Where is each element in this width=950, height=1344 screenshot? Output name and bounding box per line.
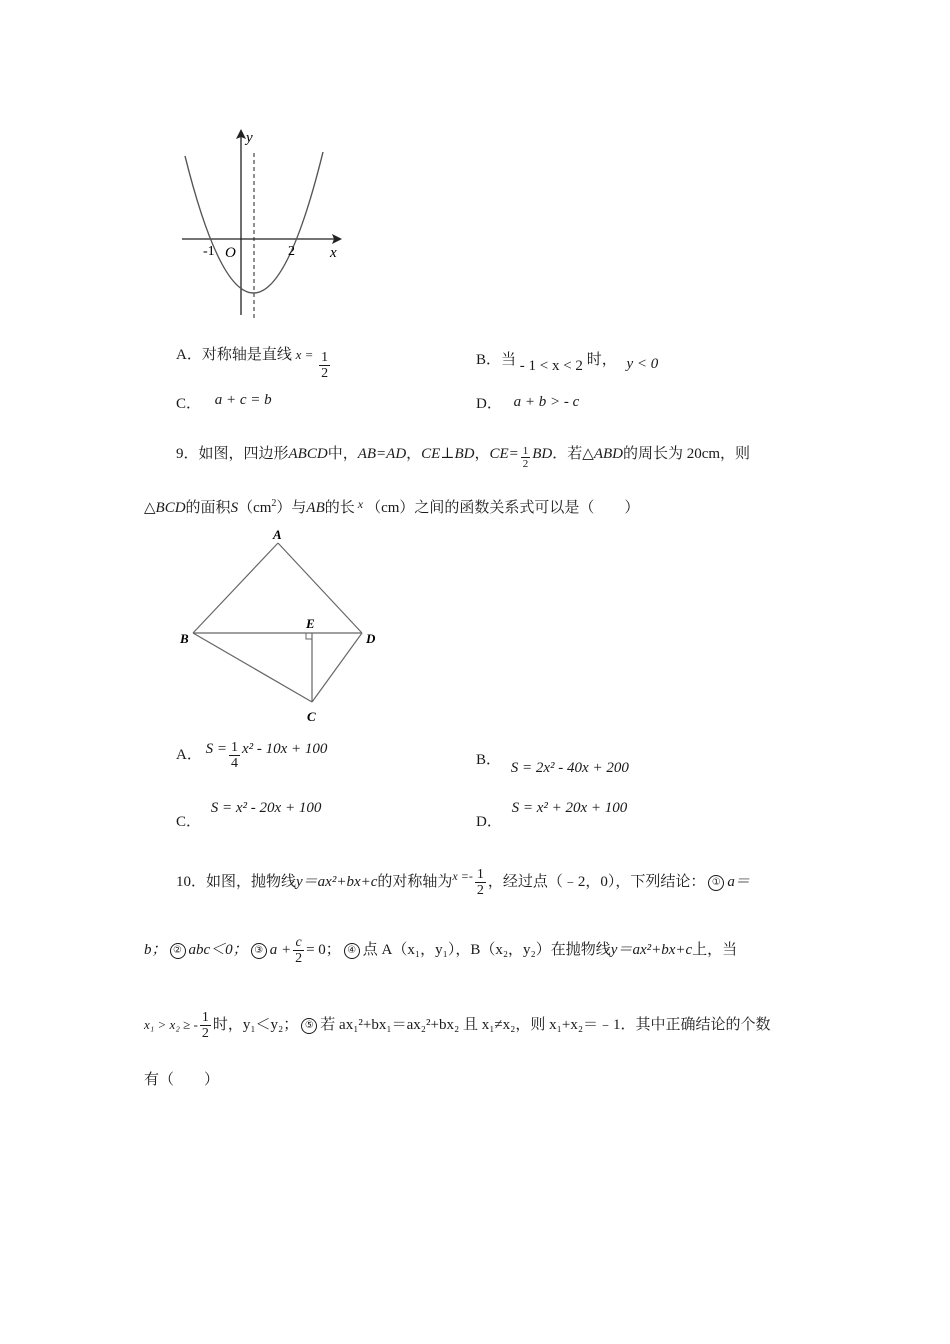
q9-option-d: D． S = x² + 20x + 100 [476, 800, 628, 830]
label-c: C [307, 709, 316, 724]
segment-dc [312, 633, 362, 702]
right-angle-mark [306, 633, 312, 639]
q9-line-2: △BCD的面积$S(cm^2)$与AB的长 $^x$ （cm）之间的函数关系式可以是（ ） [144, 497, 640, 516]
label-a: A [273, 527, 282, 542]
tick-label-2: 2 [288, 244, 295, 259]
q8-option-a: A．对称轴是直线 x = $\frac{1}{2}$ [176, 347, 329, 381]
q10-axis-fraction: $\frac{1}{2}$ [476, 867, 484, 899]
q9-a-fraction: $\frac{1}{4}$ [230, 740, 238, 771]
label-e: E [306, 616, 315, 631]
segment-ad [278, 543, 362, 633]
origin-label: O [225, 245, 236, 261]
q10-line-1: 10．如图，抛物线y＝ax²+bx+c的对称轴为$^{x =-}$ $\frac{1}{2}$ ，经过点（﹣2，0），下列结论： ① a＝ [176, 867, 750, 899]
q8-option-b: B．当 - 1 < x < 2 时， y < 0 [476, 352, 659, 374]
q9-option-b: B． S = 2x² - 40x + 200 [476, 752, 629, 776]
q9-line-1: 9．如图，四边形ABCD中，AB=AD，CE⊥BD，CE= $\frac{1}{2}$ BD．若△ABD的周长为 20cm，则 [176, 445, 751, 470]
parabola-graph [170, 120, 360, 325]
x-axis-label: x [330, 245, 337, 261]
q8-option-c: C． a + c = b [176, 392, 272, 412]
q10-line-2: b； ② abc＜0； ③ a + $\frac{c}{2}$ = 0； ④ 点 A（x₁，y₁），B（x₂，y₂）在抛物线y＝ax²+bx+c上，当 [144, 935, 738, 966]
q8-option-d: D． a + b > - c [476, 394, 580, 412]
quadrilateral-figure [172, 522, 387, 727]
q10-c-fraction: $\frac{c}{2}$ [295, 935, 303, 966]
parabola-curve [185, 152, 323, 293]
tick-label-neg1: -1 [203, 244, 215, 259]
q8-a-fraction: $\frac{1}{2}$ [321, 350, 329, 381]
q9-option-a: A． S = $\frac{1}{4}$ x² - 10x + 100 [176, 740, 328, 771]
segment-bc [193, 633, 312, 702]
y-axis-label: y [246, 130, 253, 146]
q10-line-4: 有（ ） [144, 1072, 220, 1088]
q10-line-3: x₁ > x₂ ≥ - $\frac{1}{2}$ 时，y₁＜y₂； ⑤ 若 ax₁²+bx₁＝ax₂²+bx₂ 且 x₁≠x₂，则 x₁+x₂＝﹣1．其中正确结论的个数 [144, 1010, 771, 1041]
q10-l3-fraction: $\frac{1}{2}$ [201, 1010, 209, 1041]
label-d: D [366, 631, 376, 646]
q9-option-c: C． S = x² - 20x + 100 [176, 800, 322, 830]
segment-ab [193, 543, 278, 633]
q9-half-fraction: $\frac{1}{2}$ [522, 445, 529, 470]
label-b: B [180, 631, 189, 646]
